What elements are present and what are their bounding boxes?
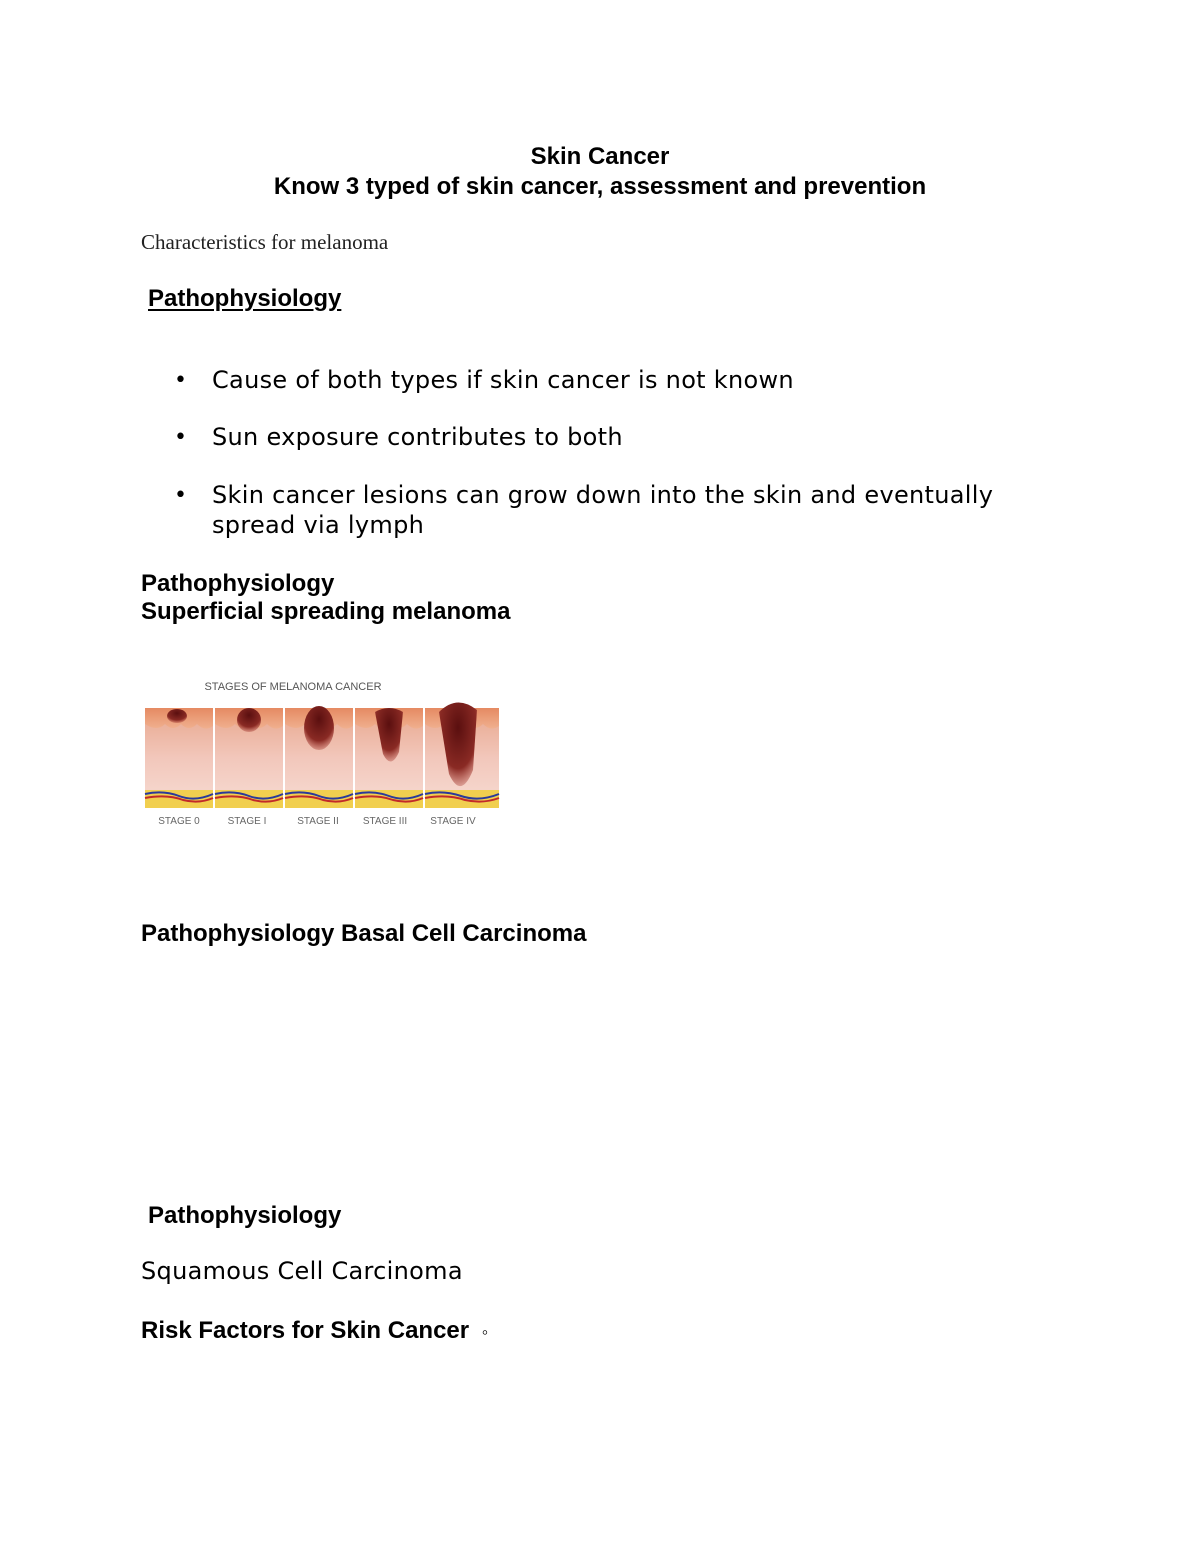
stage-4-label: STAGE IV — [430, 816, 476, 827]
heading-pathophysiology-1: Pathophysiology — [148, 285, 342, 312]
bullet-item-1: Cause of both types if skin cancer is not known — [212, 366, 794, 394]
stage-0-panel — [145, 708, 213, 808]
stage-1-panel — [215, 708, 283, 808]
heading-basal-cell-carcinoma: Pathophysiology Basal Cell Carcinoma — [141, 920, 587, 947]
document-title: Skin Cancer — [530, 143, 670, 170]
stage-3-label: STAGE III — [362, 816, 408, 827]
risk-factors-symbol: ◦ — [481, 1322, 489, 1342]
stage-4-panel — [425, 702, 499, 808]
heading-superficial-spreading-melanoma: Superficial spreading melanoma — [141, 598, 511, 625]
heading-pathophysiology-3: Pathophysiology — [148, 1202, 342, 1229]
intro-text: Characteristics for melanoma — [141, 230, 389, 254]
squamous-cell-carcinoma-text: Squamous Cell Carcinoma — [141, 1257, 463, 1285]
document-subtitle: Know 3 typed of skin cancer, assessment and prevention — [273, 173, 927, 200]
bullet-dot-2: • — [174, 425, 187, 450]
bullet-dot-1: • — [174, 368, 187, 393]
stage-0-label: STAGE 0 — [158, 816, 200, 827]
bullet-item-2: Sun exposure contributes to both — [212, 423, 623, 451]
bullet-dot-3: • — [174, 483, 187, 508]
stage-1-label: STAGE I — [227, 816, 267, 827]
bullet-item-3-continued: spread via lymph — [212, 511, 425, 539]
heading-pathophysiology-2: Pathophysiology — [141, 570, 335, 597]
melanoma-stages-figure — [143, 674, 503, 834]
stage-3-panel — [355, 708, 423, 808]
heading-risk-factors — [141, 1317, 488, 1345]
stage-2-panel — [285, 706, 353, 808]
bullet-item-3: Skin cancer lesions can grow down into the skin and eventually — [212, 481, 994, 509]
figure-caption: STAGES OF MELANOMA CANCER — [204, 681, 382, 693]
stage-2-label: STAGE II — [297, 816, 339, 827]
risk-factors-label: Risk Factors for Skin Cancer — [141, 1317, 470, 1344]
